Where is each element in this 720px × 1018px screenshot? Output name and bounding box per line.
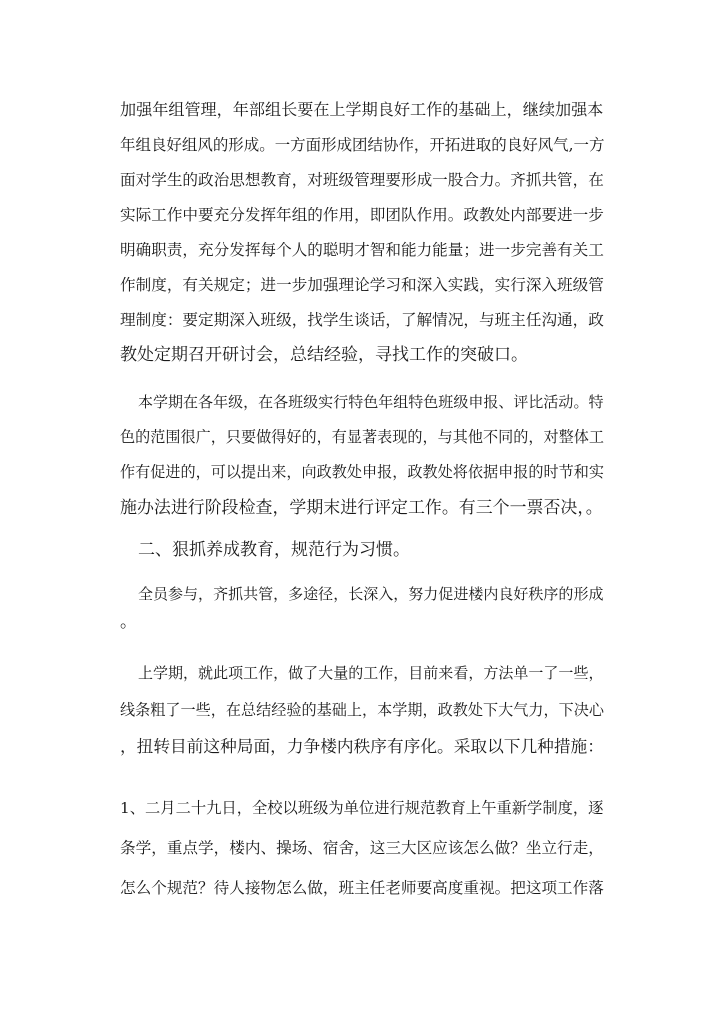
section-heading: 二、狠抓养成教育，规范行为习惯。: [138, 540, 410, 560]
paragraph-2-line-3: 作有促进的，可以提出来，向政教处申报，政教处将依据申报的时节和实: [120, 463, 605, 481]
paragraph-4-line-1: 全员参与，齐抓共管，多途径，长深入，努力促进楼内良好秩序的形成: [138, 585, 604, 603]
paragraph-1-line-6: 作制度，有关规定；进一步加强理论学习和深入实践，实行深入班级管: [120, 276, 604, 294]
paragraph-4-line-2: 。: [120, 612, 137, 632]
paragraph-1-line-5: 明确职责，充分发挥每个人的聪明才智和能力能量；进一步完善有关工: [120, 241, 604, 259]
paragraph-6-line-2: 条学，重点学，楼内、操场、宿舍，这三大区应该怎么做？坐立行走，: [120, 839, 604, 857]
paragraph-6-line-3: 怎么个规范？待人接物怎么做，班主任老师要高度重视。把这项工作落: [120, 879, 604, 897]
paragraph-5-line-2: 线条粗了一些，在总结经验的基础上，本学期，政教处下大气力，下决心: [120, 701, 605, 719]
paragraph-1-line-1: 加强年组管理，年部组长要在上学期良好工作的基础上，继续加强本: [120, 100, 604, 119]
paragraph-1-line-2: 年组良好组风的形成。一方面形成团结协作，开拓进取的良好风气,一方: [120, 136, 605, 154]
paragraph-5-line-1: 上学期，就此项工作，做了大量的工作，目前来看，方法单一了一些，: [138, 664, 604, 682]
paragraph-2-line-4: 施办法进行阶段检查，学期末进行评定工作。有三个一票否决，。: [120, 497, 603, 517]
paragraph-6-line-1: 1、二月二十九日，全校以班级为单位进行规范教育上午重新学制度，逐: [120, 799, 604, 817]
paragraph-5-line-3: ，扭转目前这种局面，力争楼内秩序有序化。采取以下几种措施：: [120, 737, 604, 756]
paragraph-1-line-8: 教处定期召开研讨会，总结经验，寻找工作的突破口。: [120, 345, 528, 365]
paragraph-1-line-3: 面对学生的政治思想教育，对班级管理要形成一股合力。齐抓共管，在: [120, 171, 604, 189]
paragraph-2-line-2: 色的范围很广，只要做得好的，有显著表现的，与其他不同的，对整体工: [120, 428, 605, 446]
paragraph-1-line-4: 实际工作中要充分发挥年组的作用，即团队作用。政教处内部要进一步: [120, 206, 604, 224]
paragraph-2-line-1: 本学期在各年级，在各班级实行特色年组特色班级申报、评比活动。特: [138, 393, 604, 411]
paragraph-1-line-7: 理制度：要定期深入班级，找学生谈话，了解情况，与班主任沟通，政: [120, 311, 604, 329]
